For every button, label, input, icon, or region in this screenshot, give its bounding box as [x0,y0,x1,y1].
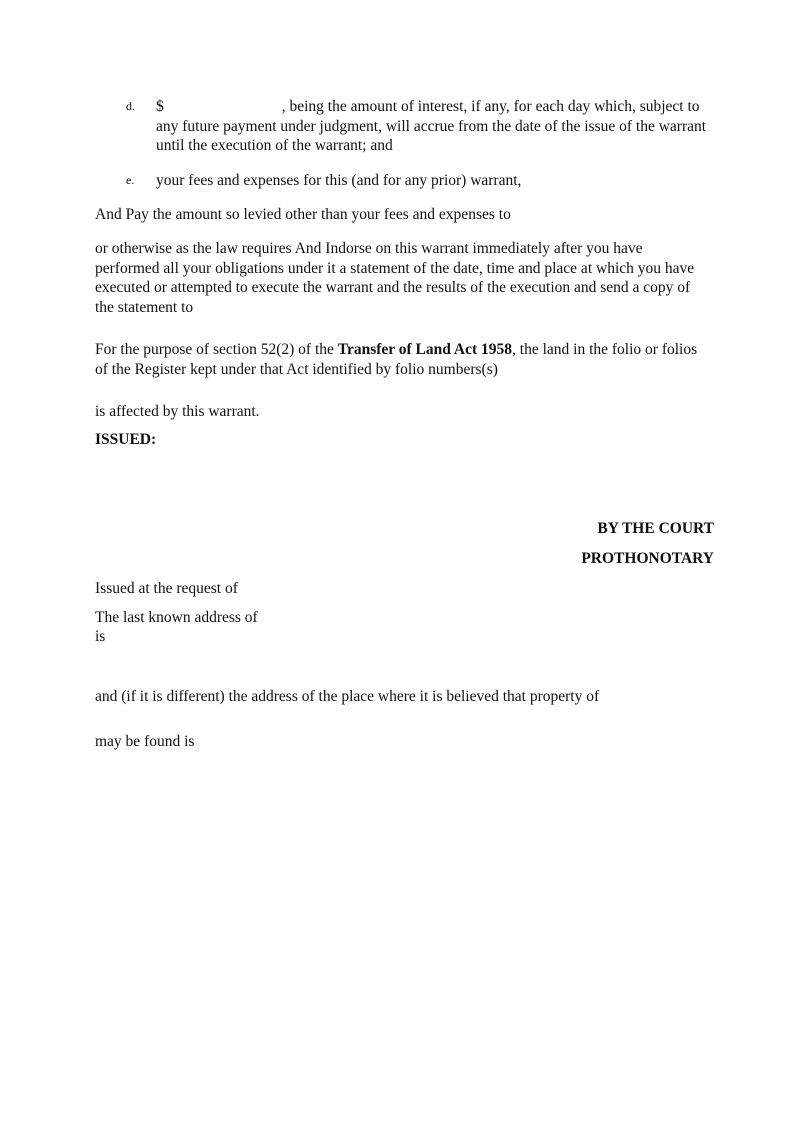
affected-line: is affected by this warrant. [95,403,260,420]
transfer-paragraph [95,340,705,379]
act-name: Transfer of Land Act 1958 [337,341,513,358]
pay-paragraph: And Pay the amount so levied other than your fees and expenses to [95,206,511,223]
address-line-2: is [95,628,106,645]
currency-symbol: $ [156,98,164,115]
indorse-paragraph: or otherwise as the law requires And Indorse on this warrant immediately after you have performed all your obligations under it a statement of the date, time and place at which you have executed or attempted to execute the warrant and the results of the execution and send a copy of the statement to [95,240,695,316]
address-line-1: The last known address of [95,609,258,626]
property-line: and (if it is different) the address of the place where it is believed that property of [95,688,600,705]
list-item-text: your fees and expenses for this (and for any prior) warrant, [156,172,522,189]
transfer-text-after: , the land in the folio or folios of the Register kept under that Act identified by folio numbers(s) [95,341,698,378]
interest-clause: , being the amount of interest, if any, for each day which, subject to any future payment under judgment, will accrue from the date of the issue of the warrant until the execution of the warrant; and [156,98,707,154]
found-line: may be found is [95,733,195,750]
list-marker: d. [126,99,135,113]
issued-label: ISSUED: [95,431,157,448]
list-item-text [156,97,716,156]
list-marker: e. [126,173,135,187]
prothonotary: PROTHONOTARY [581,550,714,567]
transfer-text-before: For the purpose of section 52(2) of the [95,341,338,358]
by-the-court: BY THE COURT [597,520,714,537]
request-line: Issued at the request of [95,580,238,597]
